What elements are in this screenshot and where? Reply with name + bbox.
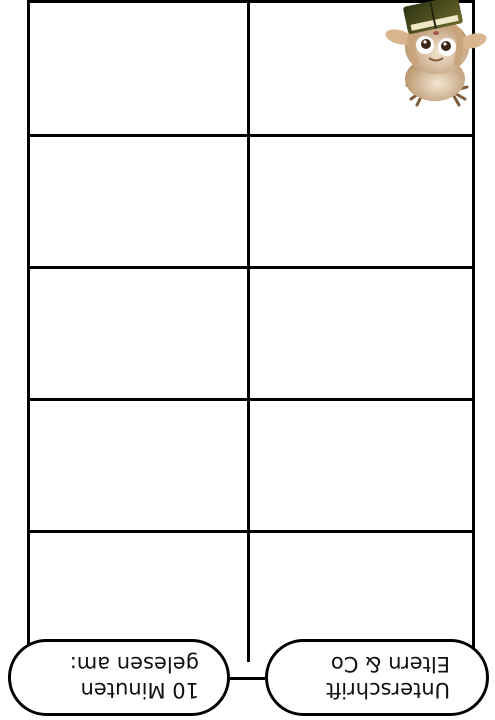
signature-cell-3[interactable] xyxy=(250,269,472,398)
date-cell-2[interactable] xyxy=(27,401,247,530)
header-connector xyxy=(230,677,265,680)
date-cell-3[interactable] xyxy=(27,269,247,398)
minutes-read-header-label: 10 Minuten gelesen am: xyxy=(69,652,199,703)
signature-cell-2[interactable] xyxy=(250,401,472,530)
date-cell-5[interactable] xyxy=(27,3,247,134)
signature-header xyxy=(265,639,489,716)
cartoon-creature-reading-icon xyxy=(370,0,495,175)
signature-header-label: Unterschrift Eltern & Co xyxy=(326,652,450,703)
date-cell-4[interactable] xyxy=(27,137,247,266)
minutes-read-header xyxy=(8,639,230,716)
